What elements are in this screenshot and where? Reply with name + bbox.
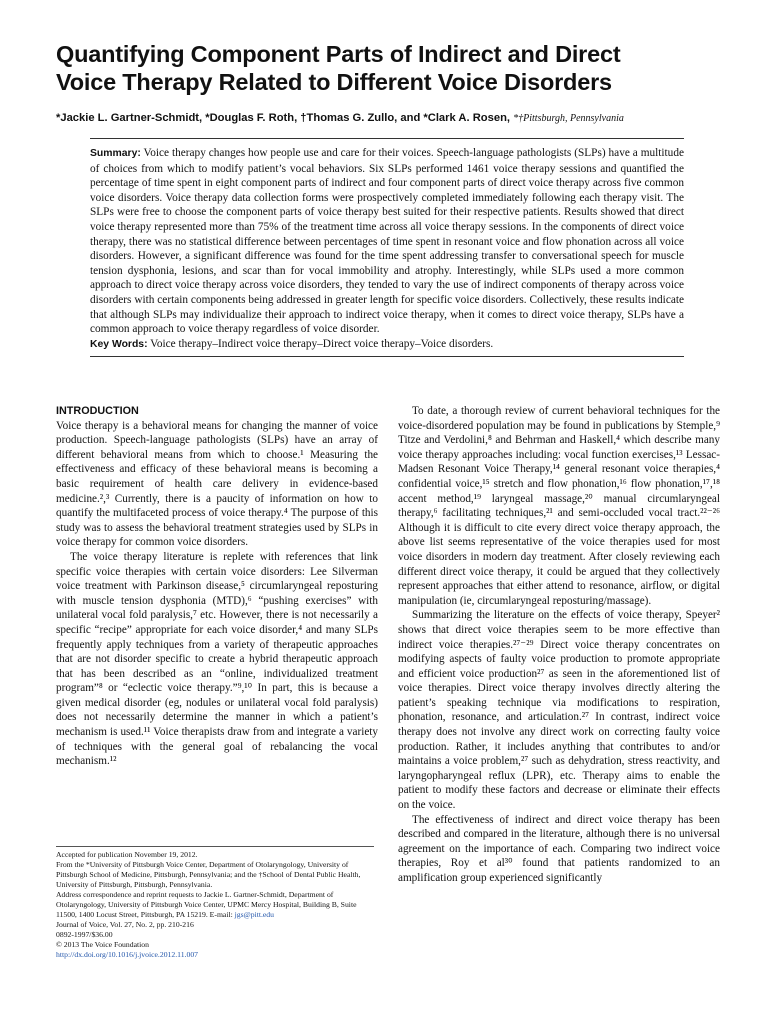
keywords-text: Voice therapy–Indirect voice therapy–Direct voice therapy–Voice disorders. <box>150 337 494 350</box>
abstract-box <box>90 138 684 357</box>
keywords-paragraph <box>90 337 684 353</box>
right-paragraph-3: The effectiveness of indirect and direct voice therapy has been described and compared in the literature, although there is no universal agreement on the importance of each. Comparing two indirect voice therapies, Roy et al³⁰ found that patients randomized to an amplification group experienced significantly <box>398 813 720 884</box>
title-line-2: Voice Therapy Related to Different Voice Disorders <box>56 69 612 95</box>
section-heading-introduction: INTRODUCTION <box>56 405 139 417</box>
footnote-accepted: Accepted for publication November 19, 2012. <box>56 850 198 859</box>
left-column <box>56 404 378 769</box>
right-paragraph-1: To date, a thorough review of current behavioral techniques for the voice-disordered population may be found in publications by Stemple,⁹ Titze and Verdolini,⁸ and Behrman and Haskell,⁴ which describe many voice therapy approaches including: vocal function exercises,¹³ Lessac-Madsen Resonant Voice Therapy,¹⁴ general resonant voice therapies,⁴ confidential voice,¹⁵ stretch and flow phonation,¹⁶ flow phonation,¹⁷,¹⁸ accent method,¹⁹ laryngeal massage,²⁰ manual circumlaryngeal therapy,⁶ facilitating techniques,²¹ and semi-occluded vocal tract.²²⁻²⁶ Although it is difficult to cite every direct voice therapy approach, the above list seems representative of the voice therapies used for most voice disorders in modern day treatment. After closely reviewing each different direct voice therapy, it could be argued that they collectively represent approaches that either attend to resonance, airflow, or digital manipulation (ie, circumlaryngeal reposturing/massage). <box>398 405 720 607</box>
footnote-issn: 0892-1997/$36.00 <box>56 930 113 939</box>
right-paragraph-2: Summarizing the literature on the effects of voice therapy, Speyer² shows that direct voice therapies seem to be more effective than indirect voice therapies.²⁷⁻²⁹ Direct voice therapy concentrates on modifying aspects of faulty voice production to promote appropriate and efficient voice production²⁷ as seen in the aforementioned list of voice therapies. Direct voice therapy involves directly altering the patient’s speaking technique via modifications to respiration, phonation, resonance, and articulation.²⁷ In contrast, indirect voice therapy does not involve any direct work on correcting faulty voice production. Rather, it includes anything that contributes to and/or maintains a voice problem,²⁷ such as dehydration, stress reactivity, and laryngopharyngeal reflux (LPR), etc. Therapy aims to enable the patient to modify these factors and decrease or eliminate their effects on the voice. <box>398 609 720 812</box>
correspondence-text: Address correspondence and reprint requests to Jackie L. Gartner-Schmidt, Department of Otolaryngology, University of Pittsburgh Voice Center, UPMC Mercy Hospital, Building B, Suite 11500, 1400 Locust Street, Pittsburgh, PA 15219. E-mail: <box>56 890 357 919</box>
footnote-copyright: © 2013 The Voice Foundation <box>56 940 149 949</box>
intro-paragraph-2: The voice therapy literature is replete with references that link specific voice therapies with certain voice disorders: Lee Silverman voice treatment with Parkinson disease,⁵ circumlaryngeal reposturing with muscle tension dysphonia (MTD),⁶ “pushing exercises” with unilateral vocal fold paralysis,⁷ etc. However, there is not necessarily a specific “recipe” appropriate for each voice disorder,⁴ and many SLPs frequently apply techniques from a variety of therapeutic approaches that are not disorder specific to create a hybrid therapeutic approach that has been described as an “online, individualized treatment program”⁸ or “eclectic voice therapy.”⁹,¹⁰ In part, this is because a given medical disorder (eg, nodules or unilateral vocal fold paralysis) does not necessarily determine the manner in which a patient’s mechanism is used.¹¹ Voice therapists draw from and integrate a variety of techniques with the general goal of rebalancing the vocal mechanism.¹² <box>56 550 378 768</box>
footnote-journal: Journal of Voice, Vol. 27, No. 2, pp. 210-216 <box>56 920 194 929</box>
summary-paragraph <box>90 146 684 337</box>
title-line-1: Quantifying Component Parts of Indirect and Direct <box>56 41 621 67</box>
doi-link[interactable]: http://dx.doi.org/10.1016/j.jvoice.2012.11.007 <box>56 950 199 959</box>
footnote-affiliation: From the *University of Pittsburgh Voice Center, Department of Otolaryngology, University of Pittsburgh School of Medicine, Pittsburgh, Pennsylvania; and the †School of Dental Public Health, University of Pittsburgh, Pittsburgh, Pennsylvania. <box>56 860 361 889</box>
keywords-label: Key Words: <box>90 338 148 350</box>
summary-text: Voice therapy changes how people use and care for their voices. Speech-language pathologists (SLPs) have a multitude of choices from which to modify patient’s vocal behaviors. Six SLPs performed 1461 voice therapy sessions and quantified the percentage of time spent in eight component parts of indirect and four component parts of direct voice therapy across five common voice disorders. Voice therapy data collection forms were prospectively completed immediately following each therapy visit. The SLPs were free to choose the component parts of voice therapy best suited for their respective patients. Results showed that direct voice therapy represented more than 75% of the treatment time across all voice therapy sessions. In the components of direct voice therapy, there was no statistical difference between percentages of time spent in resonant voice and flow phonation across all voice disorders. However, a significant difference was found for the time spent addressing transfer to conversational speech for muscle tension dysphonia, lesions, and scar than for vocal immobility and atrophy. Interestingly, while SLPs used a more common approach to direct voice therapy across voice disorders, they tended to vary the use of indirect components of therapy across voice disorders with certain components being addressed in greater length for specific voice disorders. Collectively, these results indicate that although SLPs may individualize their approach to indirect voice therapy, when it comes to direct voice therapy, SLPs have a common approach to voice therapy regardless of voice disorder. <box>90 147 684 336</box>
article-title <box>56 40 716 96</box>
intro-paragraph-1: Voice therapy is a behavioral means for changing the manner of voice production. Speech-language pathologists (SLPs) have an array of different behavioral means from which to choose.¹ Measuring the effectiveness and efficacy of these behavioral means is becoming a basic requirement of health care delivery in evidence-based medicine.²,³ Currently, there is a paucity of information on how to quantify the multifaceted process of voice therapy.⁴ The purpose of this study was to assess the behavioral treatment strategies used by SLPs in voice therapy for common voice disorders. <box>56 419 378 549</box>
footnote-correspondence <box>56 890 374 920</box>
summary-label: Summary: <box>90 148 141 159</box>
author-location: *†Pittsburgh, Pennsylvania <box>513 113 624 124</box>
footnotes <box>56 846 374 960</box>
author-list <box>56 112 736 124</box>
right-column <box>398 404 720 886</box>
author-names: *Jackie L. Gartner-Schmidt, *Douglas F. Roth, †Thomas G. Zullo, and *Clark A. Rosen, <box>56 112 511 124</box>
email-link[interactable]: jgs@pitt.edu <box>234 910 274 919</box>
